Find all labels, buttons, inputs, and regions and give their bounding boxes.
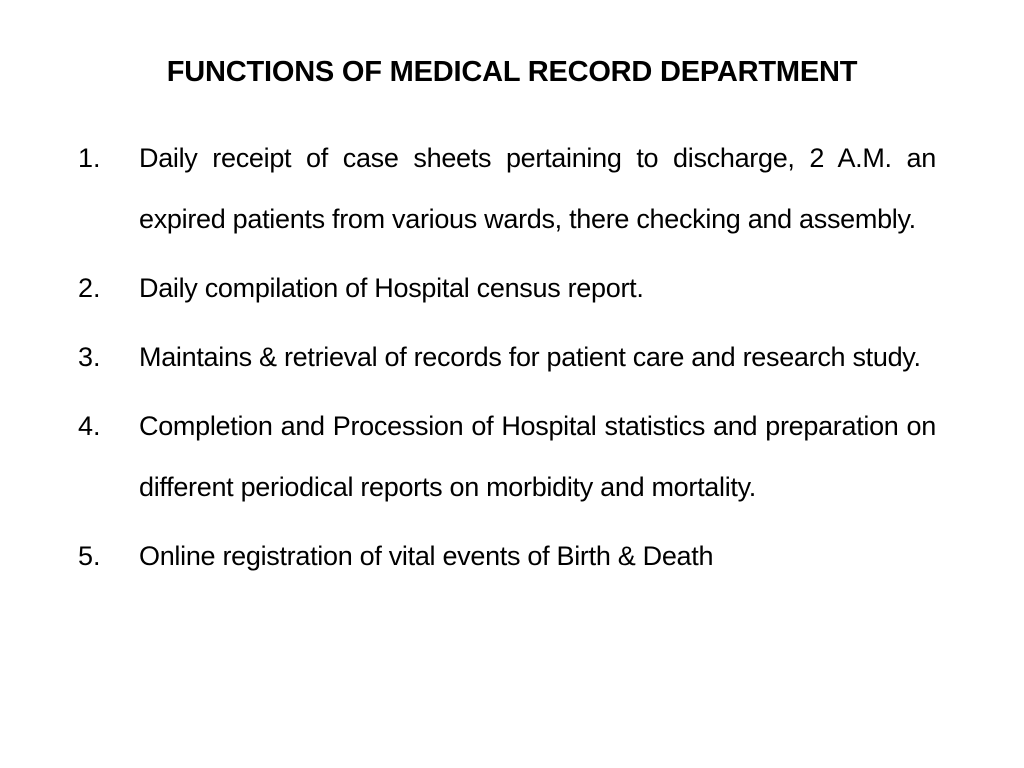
page-title: FUNCTIONS OF MEDICAL RECORD DEPARTMENT [166, 56, 858, 88]
list-item-number: 3. [78, 342, 101, 372]
list-item [78, 128, 936, 250]
list-item-number: 2. [78, 273, 101, 303]
list-item-text: Daily compilation of Hospital census report. [139, 273, 644, 303]
list-item-number: 1. [78, 143, 101, 173]
list-item-text: Completion and Procession of Hospital statistics and preparation on different periodical reports on morbidity and mortality. [139, 411, 936, 502]
list-item [78, 327, 936, 388]
list-item [78, 526, 936, 587]
list-item [78, 396, 936, 518]
list-item-text: Maintains & retrieval of records for patient care and research study. [139, 342, 921, 372]
list-item [78, 258, 936, 319]
list-item-number: 5. [78, 541, 101, 571]
list-item-text: Online registration of vital events of Birth & Death [139, 541, 714, 571]
functions-list [78, 128, 936, 595]
list-item-number: 4. [78, 411, 101, 441]
list-item-text: Daily receipt of case sheets pertaining to discharge, 2 A.M. an expired patients from various wards, there checking and assembly. [139, 143, 936, 234]
